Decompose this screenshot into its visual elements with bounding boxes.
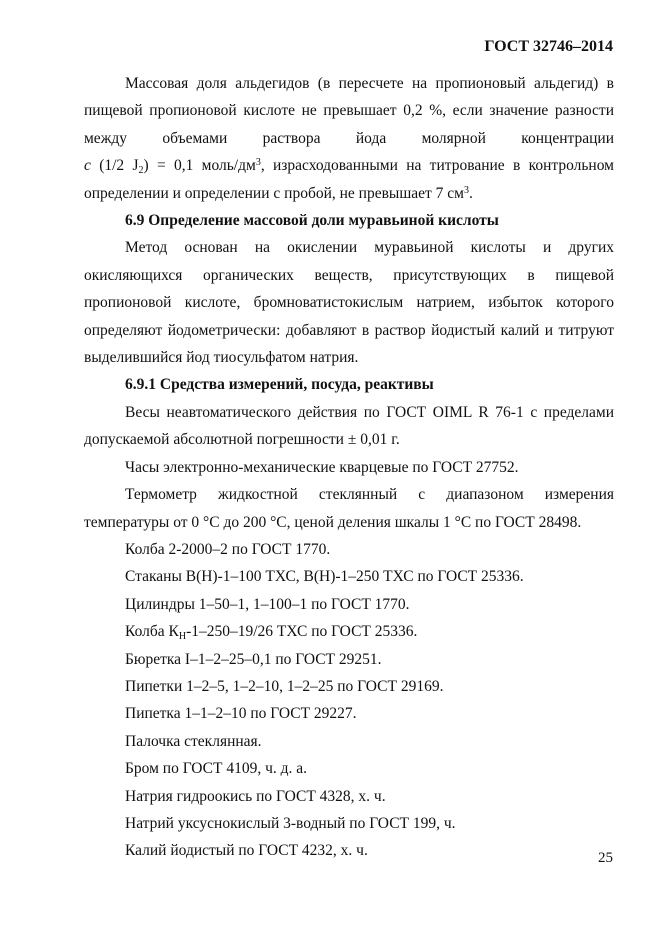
paragraph-line: выделившийся йод тиосульфатом натрия.: [84, 349, 359, 367]
subscript: 2: [138, 165, 144, 177]
text-part: -1–250–19/26 ТХС по ГОСТ 25336.: [186, 623, 418, 641]
formula-part: ) = 0,1 моль/дм: [143, 157, 256, 175]
formula-part: (1/2 J: [90, 157, 139, 175]
list-item-continuation: температуры от 0 °С до 200 °С, ценой деления шкалы 1 °С по ГОСТ 28498.: [84, 513, 582, 531]
paragraph-line: Метод основан на окислении муравьиной кислоты и других: [125, 239, 614, 257]
text-part: определении и определении с пробой, не превышает 7 см: [84, 184, 464, 202]
text-part: .: [469, 184, 473, 202]
list-item: Колба 2-2000–2 по ГОСТ 1770.: [125, 540, 331, 558]
concentration-symbol: c: [84, 157, 91, 175]
list-item: Цилиндры 1–50–1, 1–100–1 по ГОСТ 1770.: [125, 595, 410, 613]
paragraph-line: [84, 180, 614, 207]
superscript: 3: [255, 157, 261, 169]
list-item: Стаканы В(Н)-1–100 ТХС, В(Н)-1–250 ТХС по ГОСТ 25336.: [125, 568, 524, 586]
paragraph-line: определяют йодометрически: добавляют в раствор йодистый калий и титруют: [84, 321, 614, 339]
list-item: Бром по ГОСТ 4109, ч. д. а.: [125, 760, 308, 778]
superscript: 3: [464, 184, 469, 196]
paragraph-line: Массовая доля альдегидов (в пересчете на пропионовый альдегид) в: [125, 75, 614, 92]
paragraph-line: пищевой пропионовой кислоте не превышает 0,2 %, если значение разности: [84, 102, 614, 120]
list-item: Весы неавтоматического действия по ГОСТ OIML R 76-1 с пределами: [125, 403, 614, 421]
list-item: [84, 618, 614, 645]
list-item: Калий йодистый по ГОСТ 4232, х. ч.: [125, 842, 368, 860]
list-item: Термометр жидкостной стеклянный с диапазоном измерения: [125, 486, 614, 504]
paragraph-line: окисляющихся органических веществ, присутствующих в пищевой: [84, 266, 614, 284]
subsection-heading: 6.9.1 Средства измерений, посуда, реактивы: [125, 376, 434, 394]
page-number: 25: [598, 850, 613, 866]
list-item-continuation: допускаемой абсолютной погрешности ± 0,01 г.: [84, 431, 400, 449]
list-item: Часы электронно-механические кварцевые по ГОСТ 27752.: [125, 458, 519, 476]
list-item: Пипетки 1–2–5, 1–2–10, 1–2–25 по ГОСТ 29169.: [125, 677, 444, 695]
list-item: Бюретка I–1–2–25–0,1 по ГОСТ 29251.: [125, 650, 382, 668]
list-item: Натрия гидроокись по ГОСТ 4328, х. ч.: [125, 787, 386, 805]
document-code: ГОСТ 32746–2014: [484, 38, 613, 55]
list-item: Пипетка 1–1–2–10 по ГОСТ 29227.: [125, 705, 357, 723]
list-item: Натрий уксуснокислый 3-водный по ГОСТ 199, ч.: [125, 814, 456, 832]
text-part: Колба К: [125, 623, 179, 641]
paragraph-line: пропионовой кислоте, бромноватистокислым натрием, избыток которого: [84, 294, 614, 312]
formula-line: [84, 152, 614, 179]
section-heading: 6.9 Определение массовой доли муравьиной кислоты: [125, 212, 499, 230]
subscript: Н: [178, 631, 187, 643]
page-content: [84, 70, 614, 865]
formula-part: , израсходованными на титрование в контрольном: [260, 157, 614, 175]
list-item: Палочка стеклянная.: [125, 732, 262, 750]
paragraph-line: между объемами раствора йода молярной концентрации: [84, 129, 614, 147]
